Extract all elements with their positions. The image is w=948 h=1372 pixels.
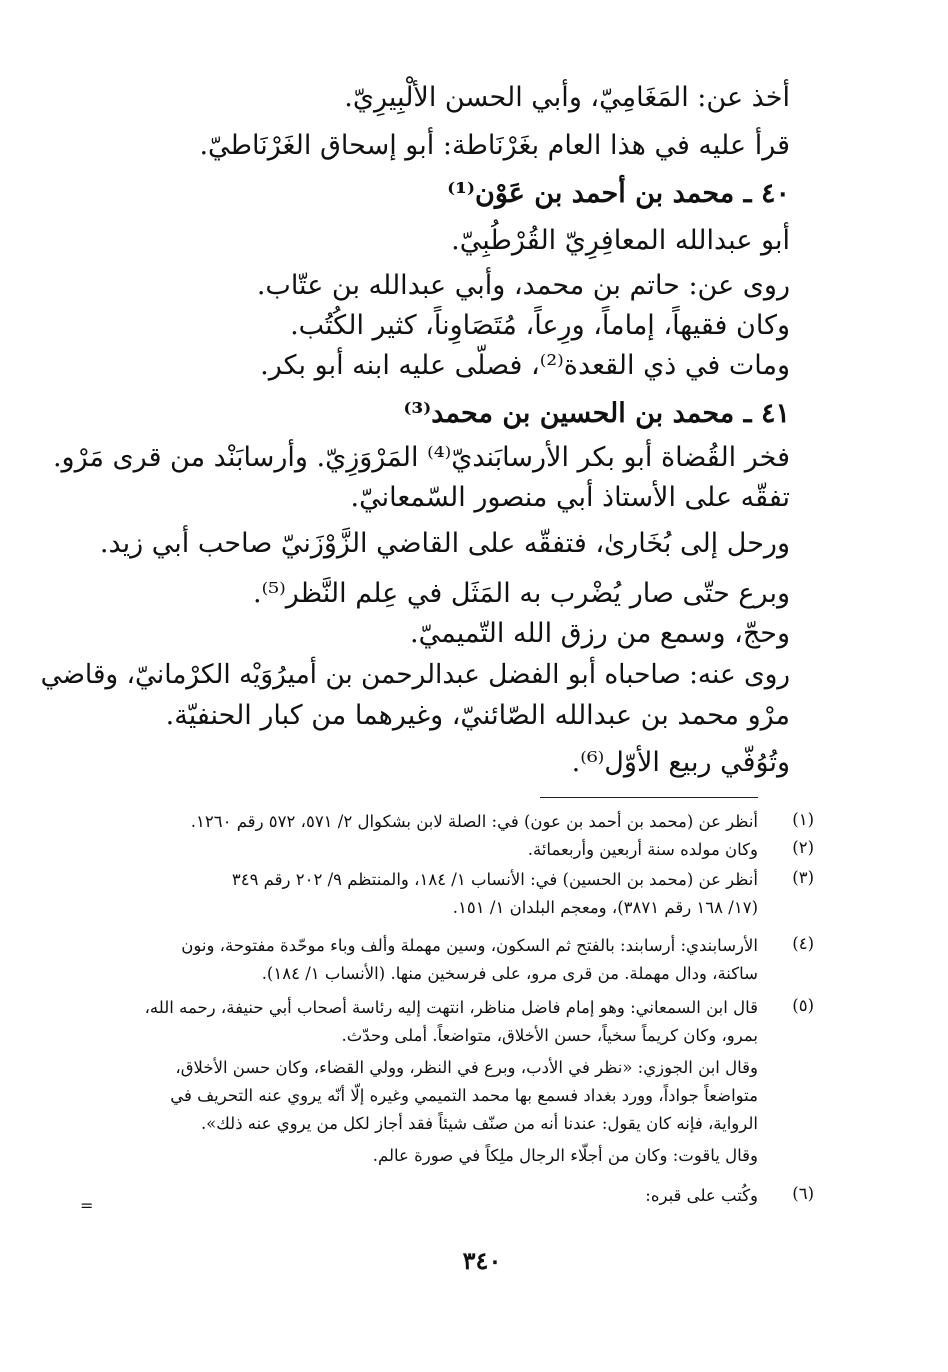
footnote-line: الرواية، فإنه كان يقول: عندنا أنه من صنّف شيئاً فقد أجاز لكل من يروي عنه ذلك». — [200, 1114, 758, 1133]
text-line: وحجّ، وسمع من رزق الله التّميميّ. — [410, 618, 790, 649]
footnote-number: (٥) — [792, 996, 814, 1015]
footnote-line: أنظر عن (محمد بن الحسين) في: الأنساب ١/ ١٨٤، والمنتظم ٩/ ٢٠٢ رقم ٣٤٩ — [231, 870, 758, 889]
text-line: تفقّه على الأستاذ أبي منصور السّمعانيّ. — [350, 482, 790, 513]
margin-mark: = — [80, 1196, 94, 1215]
footnote-line: وكان مولده سنة أربعين وأربعمائة. — [527, 840, 758, 859]
text-line: وتُوُفّي ربيع الأوّل⁽⁶⁾. — [571, 747, 790, 778]
footnote-line: وكُتب على قبره: — [645, 1186, 758, 1205]
text-line: أخذ عن: المَغَامِيّ، وأبي الحسن الألْبِيرِيّ. — [344, 82, 790, 113]
footnote-line: وقال ابن الجوزي: «نظر في الأدب، وبرع في النظر، وولي القضاء، وكان حسن الأخلاق، — [175, 1058, 758, 1077]
text-line: قرأ عليه في هذا العام بغَرْنَاطة: أبو إسحاق الغَرْنَاطيّ. — [199, 130, 790, 161]
footnote-line: وقال ياقوت: وكان من أجلّاء الرجال ملِكاً في صورة عالم. — [372, 1146, 758, 1165]
footnote-number: (١) — [792, 810, 814, 829]
footnote-line: (١٧/ ١٦٨ رقم ٣٨٧١)، ومعجم البلدان ١/ ١٥١. — [452, 898, 758, 917]
entry-heading-40: ٤٠ ـ محمد بن أحمد بن عَوْن⁽¹⁾ — [447, 178, 790, 209]
footnote-line: الأرسابندي: أرسابند: بالفتح ثم السكون، وسين مهملة وألف وباء موحّدة مفتوحة، ونون — [181, 936, 758, 955]
footnote-number: (٦) — [792, 1184, 814, 1203]
text-line: روى عن: حاتم بن محمد، وأبي عبدالله بن عتّاب. — [256, 270, 790, 301]
footnote-line: بمرو، وكان كريماً سخياً، حسن الأخلاق، متواضعاً. أملى وحدّث. — [341, 1026, 758, 1045]
page-number: ٣٤٠ — [462, 1246, 502, 1275]
text-line: روى عنه: صاحباه أبو الفضل عبدالرحمن بن أميرُوَيْه الكرْمانيّ، وقاضي — [40, 660, 790, 690]
footnote-line: ساكنة، ودال مهملة. من قرى مرو، على فرسخين منها. (الأنساب ١/ ١٨٤). — [261, 964, 758, 983]
text-line: أبو عبدالله المعافِرِيّ القُرْطُبِيّ. — [451, 225, 790, 256]
text-line: فخر القُضاة أبو بكر الأرسابَنديّ⁽⁴⁾ المَرْوَزِيّ. وأرسابَنْد من قرى مَرْو. — [52, 442, 790, 473]
text-line: وبرع حتّى صار يُضْرب به المَثَل في عِلم النَّظر⁽⁵⁾. — [253, 578, 790, 609]
text-line: وكان فقيهاً، إماماً، ورِعاً، مُتَصَاوِناً، كثير الكُتُب. — [290, 310, 790, 341]
footnote-line: أنظر عن (محمد بن أحمد بن عون) في: الصلة لابن بشكوال ٢/ ٥٧١، ٥٧٢ رقم ١٢٦٠. — [190, 812, 758, 831]
footnote-number: (٢) — [792, 838, 814, 857]
footnote-number: (٣) — [792, 868, 814, 887]
footnote-line: متواضعاً جواداً، وورد بغداد فسمع بها محمد التميمي وغيره إلّا أنّه يروي عنه التحريف في — [170, 1086, 758, 1105]
footnote-separator — [540, 797, 758, 798]
entry-heading-41: ٤١ ـ محمد بن الحسين بن محمد⁽³⁾ — [403, 398, 790, 429]
footnote-line: قال ابن السمعاني: وهو إمام فاضل مناظر، انتهت إليه رئاسة أصحاب أبي حنيفة، رحمه الله، — [144, 998, 758, 1017]
text-line: ورحل إلى بُخَارىٰ، فتفقّه على القاضي الزَّوْزَنيّ صاحب أبي زيد. — [99, 528, 790, 559]
footnote-number: (٤) — [792, 934, 814, 953]
text-line: ومات في ذي القعدة⁽²⁾، فصلّى عليه ابنه أبو بكر. — [260, 350, 790, 381]
text-line: مرْو محمد بن عبدالله الصّائنيّ، وغيرهما من كبار الحنفيّة. — [165, 700, 790, 731]
